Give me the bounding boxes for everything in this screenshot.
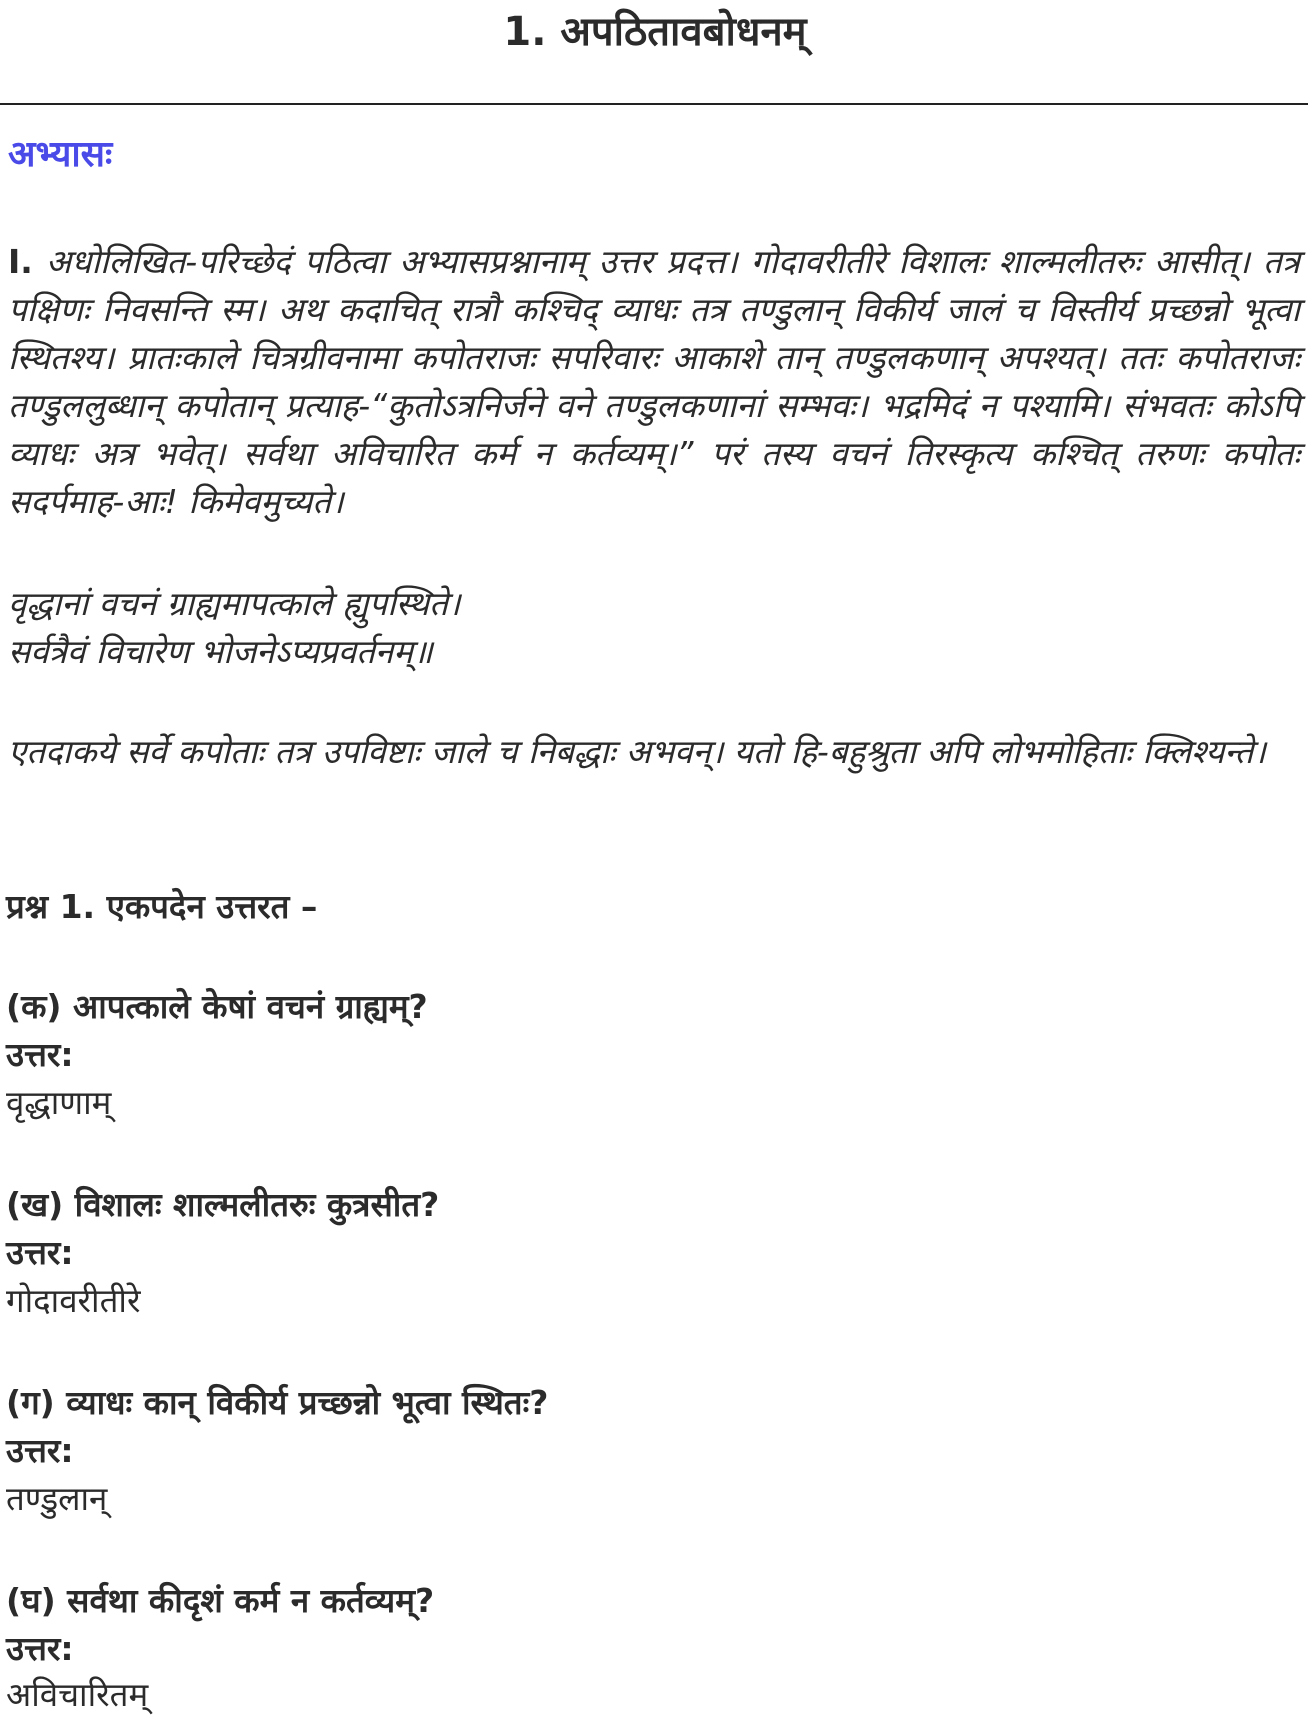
answer-gha: अविचारितम् xyxy=(6,1675,149,1714)
answer-kha: गोदावरीतीरे xyxy=(6,1281,141,1320)
question-kha: (ख) विशालः शाल्मलीतरुः कुत्रसीत? xyxy=(6,1185,440,1224)
page-title: 1. अपठितावबोधनम् xyxy=(503,9,807,55)
answer-label: उत्तर: xyxy=(6,1431,74,1470)
passage-text: अधोलिखित-परिच्छेदं पठित्वा अभ्यासप्रश्नानाम् उत्तर प्रदत्त। गोदावरीतीरे विशालः शाल्मलीतरुः आसीत्। तत्र पक्षिणः निवसन्ति स्म। अथ कदाचित् रात्रौ कश्चिद् व्याधः तत्र तण्डुलान् विकीर्य जालं च विस्तीर्य प्रच्छन्नो भूत्वा स्थितश्य। प्रातःकाले चित्रग्रीवनामा कपोतराजः सपरिवारः आकाशे तान् तण्डुलकणान् अपश्यत्। ततः कपोतराजः तण्डुललुब्धान् कपोतान् प्रत्याह-“कुतोऽत्रनिर्जने वने तण्डुलकणानां सम्भवः। भद्रमिदं न पश्यामि। संभवतः कोऽपि व्याधः अत्र भवेत्। सर्वथा अविचारित कर्म न कर्तव्यम्।” परं तस्य वचनं तिरस्कृत्य कश्चित् तरुणः कपोतः सदर्पमाह-आः! किमेवमुच्यते। xyxy=(8,242,1300,521)
passage-number: I. xyxy=(8,242,33,281)
answer-label: उत्तर: xyxy=(6,1233,74,1272)
question-ka: (क) आपत्काले केषां वचनं ग्राह्यम्? xyxy=(6,987,428,1026)
answer-ga: तण्डुलान् xyxy=(6,1479,108,1518)
question-heading: प्रश्न 1. एकपदेन उत्तरत – xyxy=(6,887,318,926)
answer-label: उत्तर: xyxy=(6,1629,74,1668)
verse-line-2: सर्वत्रैवं विचारेण भोजनेऽप्यप्रवर्तनम्॥ xyxy=(8,632,433,671)
verse xyxy=(8,580,1300,676)
verse-line-1: वृद्धानां वचनं ग्राह्यमापत्काले ह्युपस्थिते। xyxy=(8,584,461,623)
question-gha: (घ) सर्वथा कीदृशं कर्म न कर्तव्यम्? xyxy=(6,1581,435,1620)
passage-paragraph xyxy=(8,238,1300,526)
passage-continuation: एतदाकये सर्वे कपोताः तत्र उपविष्टाः जाले च निबद्धाः अभवन्। यतो हि-बहुश्रुता अपि लोभमोहिताः क्लिश्यन्ते। xyxy=(8,732,1266,771)
title-divider xyxy=(0,103,1308,105)
question-ga: (ग) व्याधः कान् विकीर्य प्रच्छन्नो भूत्वा स्थितः? xyxy=(6,1383,549,1422)
answer-ka: वृद्धाणाम् xyxy=(6,1083,112,1122)
section-heading: अभ्यासः xyxy=(8,134,113,175)
answer-label: उत्तर: xyxy=(6,1035,74,1074)
